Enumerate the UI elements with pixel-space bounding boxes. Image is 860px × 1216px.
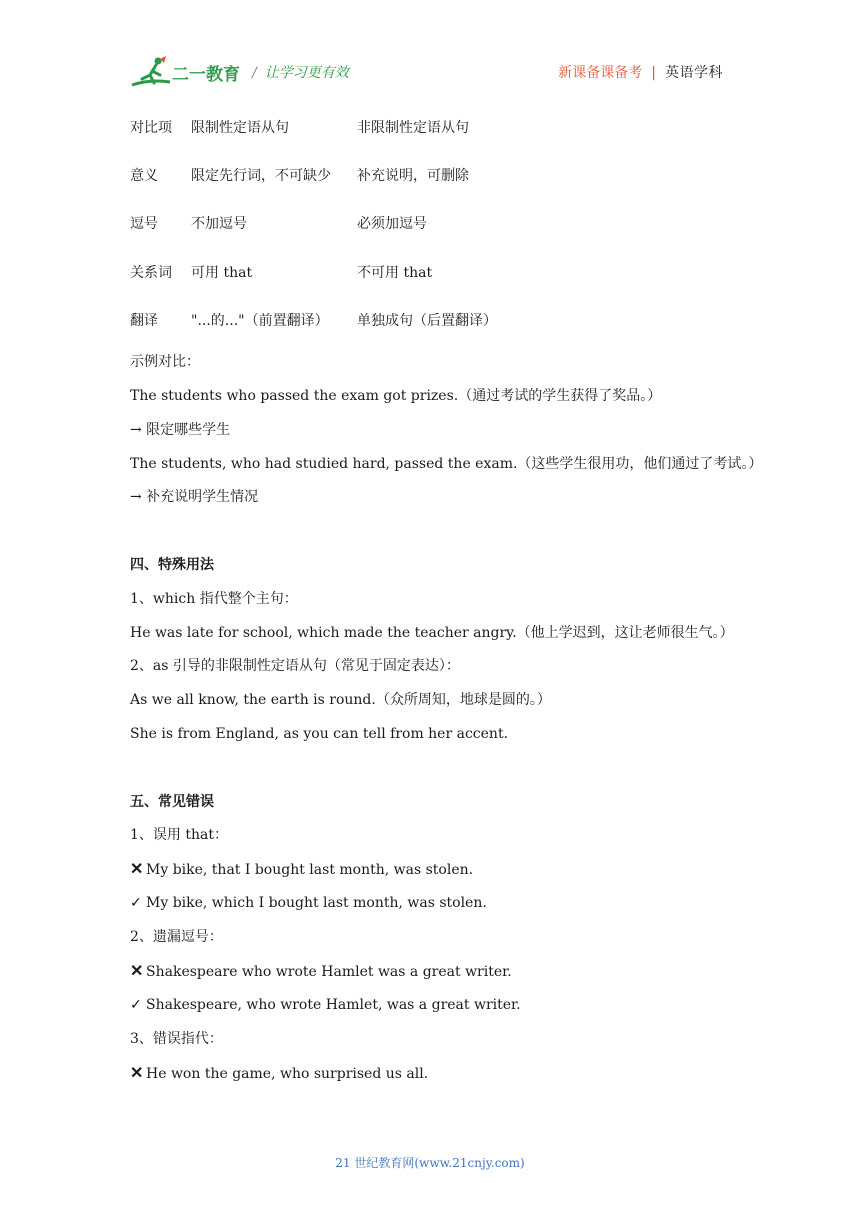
table-cell: 不可用 that xyxy=(357,265,433,281)
table-cell: 必须加逗号 xyxy=(357,216,427,232)
slogan: / 让学习更有效 xyxy=(252,65,349,81)
table-cell: 非限制性定语从句 xyxy=(357,120,469,136)
example-heading: 示例对比： xyxy=(130,354,200,370)
header-subject-label: 英语学科 xyxy=(665,65,723,81)
cross-icon: ✕ xyxy=(130,1063,144,1082)
table-cell: 限制性定语从句 xyxy=(191,120,289,136)
example-note: → 补充说明学生情况 xyxy=(130,489,259,505)
wrong-example xyxy=(130,1063,428,1084)
paragraph: 2、遗漏逗号： xyxy=(130,929,223,945)
example-sentence: She is from England, as you can tell from her accent. xyxy=(130,726,509,742)
table-cell: 翻译 xyxy=(130,313,158,329)
cross-icon: ✕ xyxy=(130,961,144,980)
example-sentence: The students, who had studied hard, passed the exam.（这些学生很用功，他们通过了考试。） xyxy=(130,456,763,472)
check-icon: ✓ xyxy=(130,895,142,911)
example-sentence: He was late for school, which made the teacher angry.（他上学迟到，这让老师很生气。） xyxy=(130,625,734,641)
right-example xyxy=(130,893,487,913)
wrong-example xyxy=(130,859,473,880)
table-cell: 限定先行词，不可缺少 xyxy=(191,168,331,184)
table-cell: 对比项 xyxy=(130,120,172,136)
logo-text: 二一教育 xyxy=(172,65,240,85)
page-footer[interactable]: 21 世纪教育网(www.21cnjy.com) xyxy=(335,1156,525,1170)
table-cell: 单独成句（后置翻译） xyxy=(357,313,497,329)
logo-icon xyxy=(130,55,248,89)
table-cell: 不加逗号 xyxy=(191,216,247,232)
paragraph: 1、which 指代整个主句： xyxy=(130,591,298,607)
paragraph: 1、误用 that： xyxy=(130,827,228,843)
example-sentence: Shakespeare who wrote Hamlet was a great writer. xyxy=(146,964,512,980)
example-note: → 限定哪些学生 xyxy=(130,422,231,438)
example-sentence: He won the game, who surprised us all. xyxy=(146,1066,429,1082)
wrong-example xyxy=(130,961,512,982)
section-title: 四、特殊用法 xyxy=(130,557,214,573)
example-sentence: My bike, which I bought last month, was stolen. xyxy=(146,895,487,911)
table-cell: 意义 xyxy=(130,168,158,184)
example-sentence: As we all know, the earth is round.（众所周知，地球是圆的。） xyxy=(130,692,551,708)
header-separator: | xyxy=(651,65,656,81)
right-example xyxy=(130,995,521,1015)
section-title: 五、常见错误 xyxy=(130,794,214,810)
example-sentence: Shakespeare, who wrote Hamlet, was a great writer. xyxy=(146,997,521,1013)
header-course-label: 新课备课备考 xyxy=(558,65,643,81)
table-cell: "...的..."（前置翻译） xyxy=(191,313,329,329)
paragraph: 2、as 引导的非限制性定语从句（常见于固定表达）： xyxy=(130,658,460,674)
table-cell: 补充说明，可删除 xyxy=(357,168,469,184)
paragraph: 3、错误指代： xyxy=(130,1031,223,1047)
slogan-text: 让学习更有效 xyxy=(264,65,349,81)
table-cell: 逗号 xyxy=(130,216,158,232)
page-header xyxy=(0,0,860,100)
table-cell: 关系词 xyxy=(130,265,172,281)
header-subject xyxy=(558,62,723,82)
check-icon: ✓ xyxy=(130,997,142,1013)
example-sentence: My bike, that I bought last month, was stolen. xyxy=(146,862,474,878)
table-cell: 可用 that xyxy=(191,265,253,281)
example-sentence: The students who passed the exam got prizes.（通过考试的学生获得了奖品。） xyxy=(130,388,662,404)
cross-icon: ✕ xyxy=(130,859,144,878)
